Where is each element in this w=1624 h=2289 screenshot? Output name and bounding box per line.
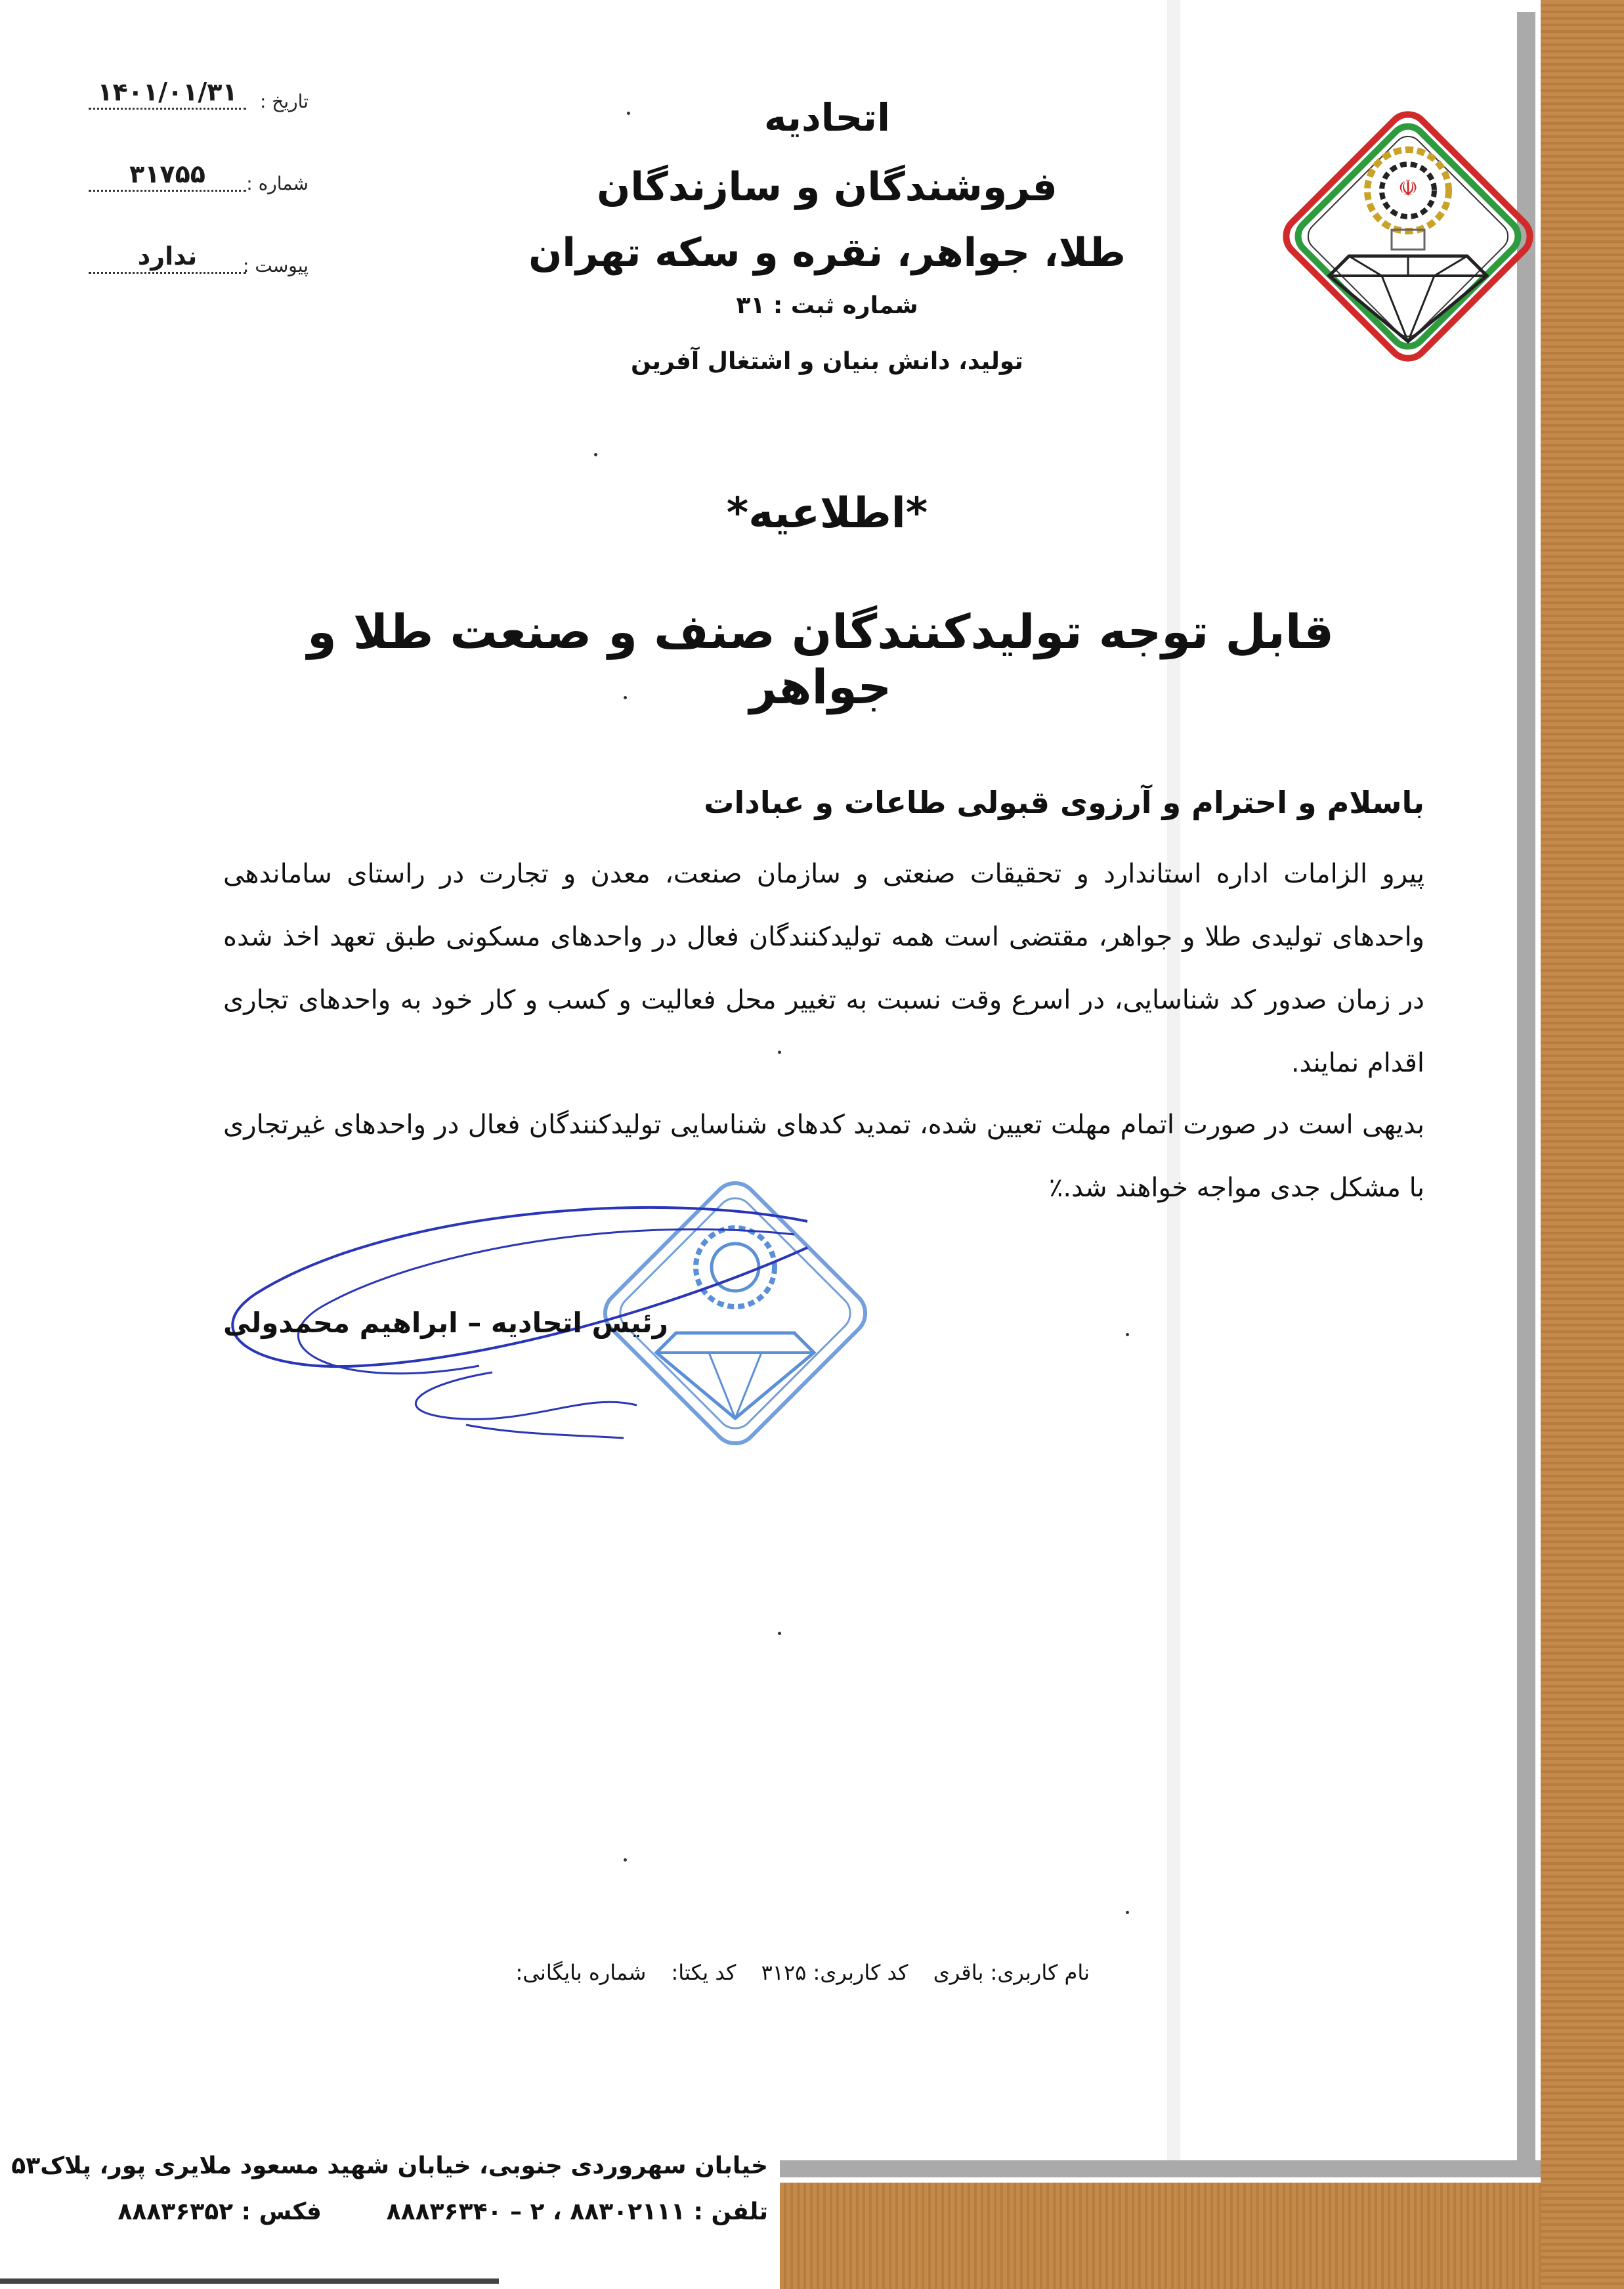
date-value: ۱۴۰۱/۰۱/۳۱ xyxy=(89,77,246,110)
scan-speck xyxy=(778,1632,781,1635)
svg-text:☫: ☫ xyxy=(1398,175,1419,202)
bottom-scan-line xyxy=(0,2278,499,2284)
scan-speck xyxy=(627,112,630,115)
attachment-field xyxy=(72,240,309,279)
scan-speck xyxy=(1126,1333,1129,1336)
footer-fax: فکس : ۸۸۸۳۶۳۵۲ xyxy=(118,2198,322,2225)
footer-address: خیابان سهروردی جنوبی، خیابان شهید مسعود ملایری پور، پلاک۵۳ xyxy=(11,2152,768,2179)
scan-speck xyxy=(1126,1911,1129,1914)
registration-number: شماره ثبت : ۳۱ xyxy=(736,292,918,319)
date-field xyxy=(72,76,309,115)
number-label: شماره : xyxy=(246,173,309,194)
header-union: اتحادیه xyxy=(764,95,890,140)
footer-phone: تلفن : ۸۸۳۰۲۱۱۱ ، ۲ – ۸۸۸۳۶۳۴۰ xyxy=(386,2198,768,2225)
header-gold-jewelry: طلا، جواهر، نقره و سکه تهران xyxy=(528,230,1126,276)
bottom-border-gold xyxy=(780,2183,1541,2289)
scan-speck xyxy=(624,696,627,699)
scan-speck xyxy=(594,453,597,456)
header-sellers-makers: فروشندگان و سازندگان xyxy=(597,164,1058,210)
number-field xyxy=(72,158,309,197)
notice-subtitle: قابل توجه تولیدکنندگان صنف و صنعت طلا و جواهر xyxy=(307,604,1334,714)
body-paragraph-2: بدیهی است در صورت اتمام مهلت تعیین شده، تمدید کدهای شناسایی تولیدکنندگان فعال در واحدهای غیرتجاری با مشکل جدی مواجه خواهند شد.٪ xyxy=(223,1110,1424,1203)
number-value: ۳۱۷۵۵ xyxy=(89,160,246,192)
scan-speck xyxy=(778,1051,781,1054)
unique-code: کد یکتا: xyxy=(671,1960,737,1985)
bottom-border-gray xyxy=(780,2160,1541,2177)
scan-speck xyxy=(624,1858,627,1862)
archive-number: شماره بایگانی: xyxy=(515,1960,647,1985)
user-code: کد کاربری: ۳۱۲۵ xyxy=(761,1960,908,1985)
bottom-border-white xyxy=(780,2177,1541,2183)
username: نام کاربری: باقری xyxy=(933,1960,1090,1985)
notice-title: *اطلاعیه* xyxy=(726,489,928,538)
greeting: باسلام و احترام و آرزوی قبولی طاعات و عبادات xyxy=(704,785,1424,820)
body-paragraph-1: پیرو الزامات اداره استاندارد و تحقیقات صنعتی و سازمان صنعت، معدن و تجارت در راستای ساماندهی واحدهای تولیدی طلا و جواهر، مقتضی است همه تولیدکنندگان فعال در واحدهای مسکونی طبق تعهد اخذ شده در زمان صدور کد شناسایی، در اسرع وقت نسبت به تغییر محل فعالیت و کسب و کار خود به واحدهای تجاری اقدام نمایند. xyxy=(223,859,1424,1078)
attachment-value: ندارد xyxy=(89,242,246,274)
user-info xyxy=(459,1960,1090,1985)
union-logo xyxy=(1250,79,1566,394)
attachment-label: پیوست : xyxy=(243,255,309,276)
date-label: تاریخ : xyxy=(259,91,309,112)
slogan: تولید، دانش بنیان و اشتغال آفرین xyxy=(631,348,1023,375)
signer-name: رئیس اتحادیه – ابراهیم محمدولی xyxy=(223,1307,668,1339)
